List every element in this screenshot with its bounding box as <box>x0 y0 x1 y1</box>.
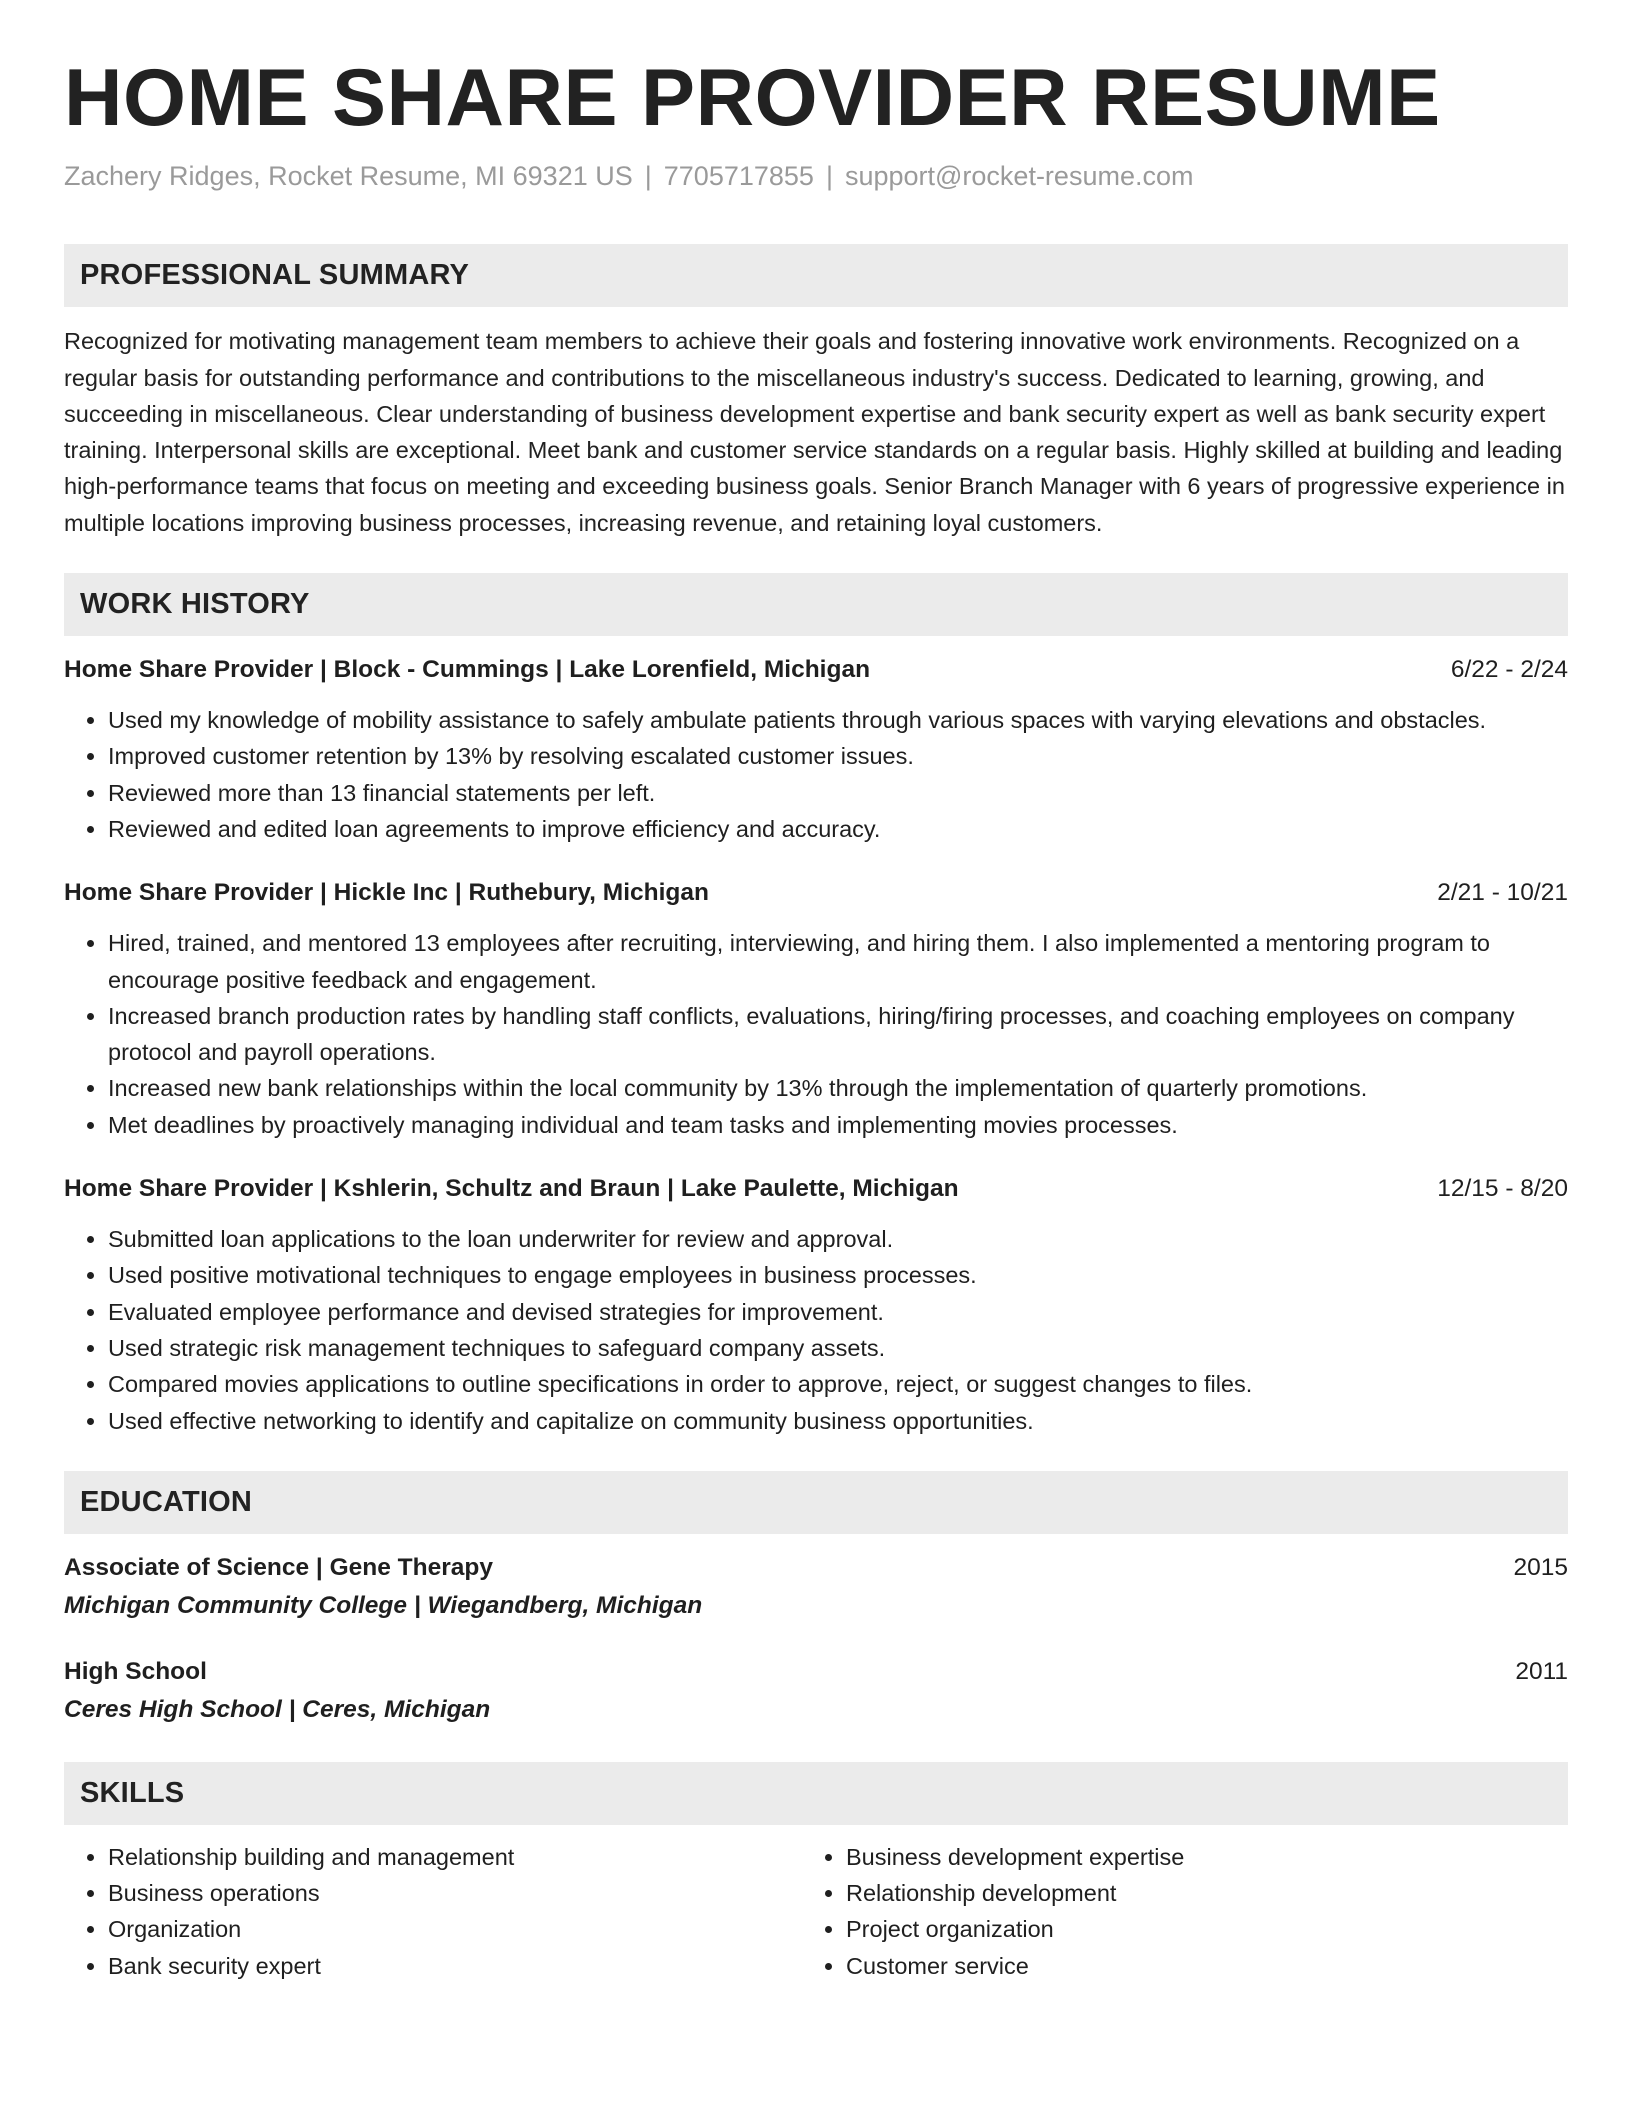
skill-item: • Organization <box>108 1911 802 1947</box>
job-bullet: • Increased branch production rates by handling staff conflicts, evaluations, hiring/firing processes, and coaching employees on company protocol and payroll operations. <box>108 998 1568 1071</box>
contact-line <box>64 159 1568 194</box>
contact-address: Zachery Ridges, Rocket Resume, MI 69321 US <box>64 161 633 192</box>
skills-grid <box>64 1839 1568 1984</box>
skill-item: • Relationship building and management <box>108 1839 802 1875</box>
education-degree: High School <box>64 1657 207 1685</box>
job-bullet: • Hired, trained, and mentored 13 employees after recruiting, interviewing, and hiring them. I also implemented a mentoring program to encourage positive feedback and engagement. <box>108 925 1568 998</box>
education-entry <box>64 1654 1568 1730</box>
job-header <box>64 652 1568 688</box>
job-bullet: • Used effective networking to identify and capitalize on community business opportunities. <box>108 1403 1568 1439</box>
job-bullet: • Used positive motivational techniques to engage employees in business processes. <box>108 1257 1568 1293</box>
job-entry <box>64 1171 1568 1439</box>
skill-item: • Business operations <box>108 1875 802 1911</box>
section-header-education: EDUCATION <box>64 1471 1568 1534</box>
job-bullet: • Evaluated employee performance and devised strategies for improvement. <box>108 1294 1568 1330</box>
education-header <box>64 1550 1568 1586</box>
job-bullet: • Submitted loan applications to the loan underwriter for review and approval. <box>108 1221 1568 1257</box>
skill-item: • Project organization <box>846 1911 1540 1947</box>
section-header-skills: SKILLS <box>64 1762 1568 1825</box>
job-dates: 12/15 - 8/20 <box>1437 1175 1568 1203</box>
contact-separator: | <box>825 161 833 192</box>
job-bullet: • Improved customer retention by 13% by resolving escalated customer issues. <box>108 738 1568 774</box>
job-header <box>64 875 1568 911</box>
job-dates: 2/21 - 10/21 <box>1437 879 1568 907</box>
job-bullet: • Compared movies applications to outline specifications in order to approve, reject, or suggest changes to files. <box>108 1366 1568 1402</box>
contact-separator: | <box>644 161 652 192</box>
skill-item: • Bank security expert <box>108 1948 802 1984</box>
job-dates: 6/22 - 2/24 <box>1450 656 1568 684</box>
skills-column-right <box>802 1839 1540 1984</box>
education-year: 2011 <box>1515 1657 1568 1685</box>
skill-item: • Business development expertise <box>846 1839 1540 1875</box>
education-school: Michigan Community College | Wiegandberg, Michigan <box>64 1591 703 1619</box>
education-list <box>64 1550 1568 1730</box>
job-bullet: • Reviewed and edited loan agreements to improve efficiency and accuracy. <box>108 811 1568 847</box>
skill-item: • Relationship development <box>846 1875 1540 1911</box>
job-entry <box>64 652 1568 847</box>
job-entry <box>64 875 1568 1143</box>
work-history-list <box>64 652 1568 1439</box>
job-bullet: • Used my knowledge of mobility assistance to safely ambulate patients through various spaces with varying elevations and obstacles. <box>108 702 1568 738</box>
job-title: Home Share Provider | Kshlerin, Schultz and Braun | Lake Paulette, Michigan <box>64 1175 959 1203</box>
education-degree: Associate of Science | Gene Therapy <box>64 1553 493 1581</box>
job-bullet: • Increased new bank relationships within the local community by 13% through the implementation of quarterly promotions. <box>108 1070 1568 1106</box>
contact-email: support@rocket-resume.com <box>844 161 1194 192</box>
education-school: Ceres High School | Ceres, Michigan <box>64 1695 491 1723</box>
summary-text: Recognized for motivating management team members to achieve their goals and fostering innovative work environments. Recognized on a regular basis for outstanding performance and contributions to the miscellaneous industry's success. Dedicated to learning, growing, and succeeding in miscellaneous. Clear understanding of business development expertise and bank security expert as well as bank security expert training. Interpersonal skills are exceptional. Meet bank and customer service standards on a regular basis. Highly skilled at building and leading high-performance teams that focus on meeting and exceeding business goals. Senior Branch Manager with 6 years of progressive experience in multiple locations improving business processes, increasing revenue, and retaining loyal customers. <box>64 328 1565 536</box>
skill-item: • Customer service <box>846 1948 1540 1984</box>
job-bullets <box>64 925 1568 1143</box>
job-bullets <box>64 702 1568 847</box>
job-bullet: • Reviewed more than 13 financial statements per left. <box>108 775 1568 811</box>
job-title: Home Share Provider | Hickle Inc | Ruthebury, Michigan <box>64 879 709 907</box>
job-bullets <box>64 1221 1568 1439</box>
section-header-summary: PROFESSIONAL SUMMARY <box>64 244 1568 307</box>
job-header <box>64 1171 1568 1207</box>
education-year: 2015 <box>1513 1553 1568 1581</box>
job-bullet: • Used strategic risk management techniques to safeguard company assets. <box>108 1330 1568 1366</box>
contact-phone: 7705717855 <box>663 161 814 192</box>
education-entry <box>64 1550 1568 1626</box>
job-bullet: • Met deadlines by proactively managing individual and team tasks and implementing movies processes. <box>108 1107 1568 1143</box>
education-header <box>64 1654 1568 1690</box>
resume-title: HOME SHARE PROVIDER RESUME <box>64 53 1441 143</box>
skills-column-left <box>64 1839 802 1984</box>
section-header-work-history: WORK HISTORY <box>64 573 1568 636</box>
job-title: Home Share Provider | Block - Cummings | Lake Lorenfield, Michigan <box>64 656 871 684</box>
